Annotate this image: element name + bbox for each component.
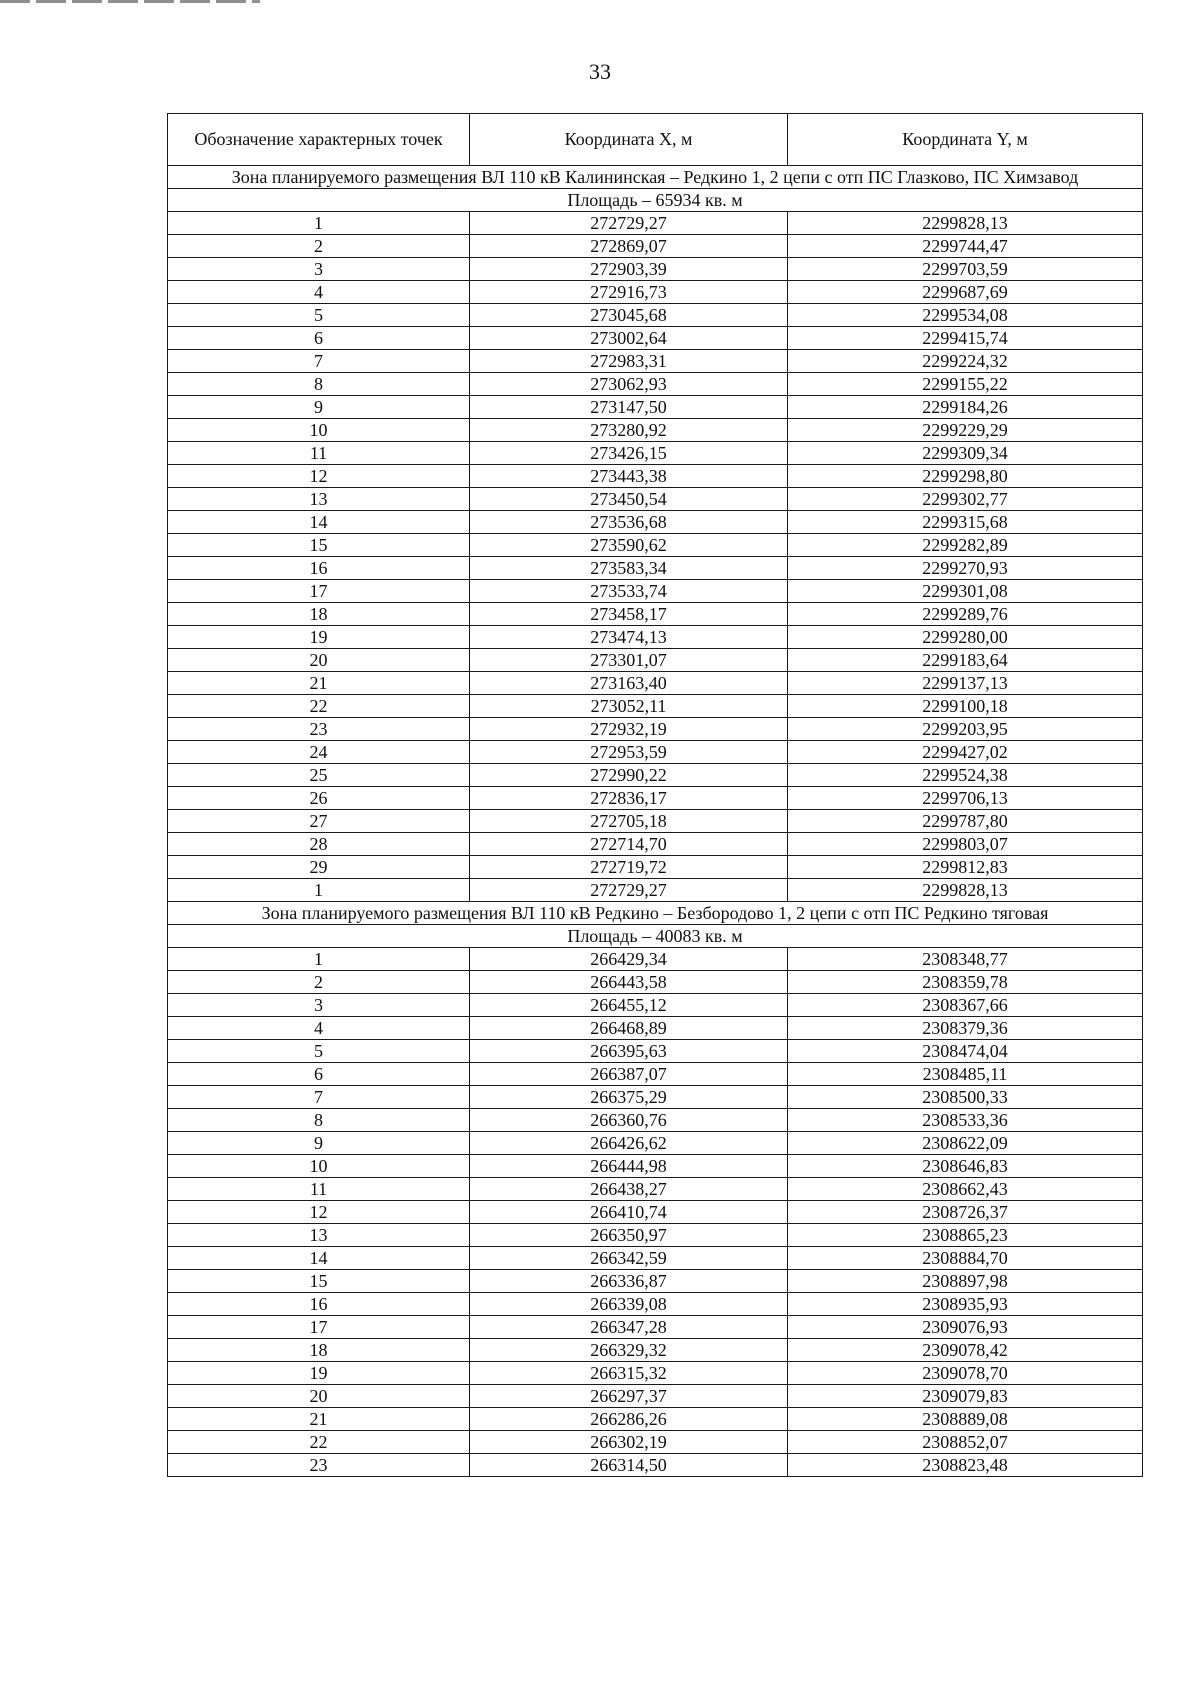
coordinate-y-cell: 2299155,22 <box>788 373 1143 396</box>
point-number-cell: 23 <box>168 1454 470 1477</box>
coordinate-y-cell: 2308884,70 <box>788 1247 1143 1270</box>
coordinate-y-cell: 2309079,83 <box>788 1385 1143 1408</box>
point-number-cell: 20 <box>168 1385 470 1408</box>
table-row <box>168 442 1143 465</box>
zone-title: Зона планируемого размещения ВЛ 110 кВ Редкино – Безбородово 1, 2 цепи с отп ПС Редкино тяговая <box>168 902 1143 925</box>
point-number-cell: 5 <box>168 304 470 327</box>
coordinate-y-cell: 2308935,93 <box>788 1293 1143 1316</box>
table-row <box>168 1385 1143 1408</box>
coordinate-y-cell: 2309078,70 <box>788 1362 1143 1385</box>
scan-edge-artifact <box>0 0 260 3</box>
coordinate-x-cell: 273052,11 <box>470 695 788 718</box>
point-number-cell: 3 <box>168 258 470 281</box>
coordinate-y-cell: 2299828,13 <box>788 879 1143 902</box>
table-row <box>168 1040 1143 1063</box>
coordinate-x-cell: 273280,92 <box>470 419 788 442</box>
point-number-cell: 13 <box>168 488 470 511</box>
point-number-cell: 1 <box>168 948 470 971</box>
point-number-cell: 18 <box>168 603 470 626</box>
point-number-cell: 16 <box>168 557 470 580</box>
coordinate-x-cell: 273583,34 <box>470 557 788 580</box>
coordinate-y-cell: 2308500,33 <box>788 1086 1143 1109</box>
table-row <box>168 235 1143 258</box>
coordinate-y-cell: 2299427,02 <box>788 741 1143 764</box>
point-number-cell: 17 <box>168 580 470 603</box>
zone-title-row <box>168 166 1143 189</box>
header-coordinate-y: Координата Y, м <box>788 114 1143 166</box>
table-row <box>168 1086 1143 1109</box>
coordinate-x-cell: 266443,58 <box>470 971 788 994</box>
coordinate-x-cell: 273474,13 <box>470 626 788 649</box>
coordinate-y-cell: 2299534,08 <box>788 304 1143 327</box>
table-row <box>168 1155 1143 1178</box>
table-row <box>168 465 1143 488</box>
table-row <box>168 1201 1143 1224</box>
coordinate-y-cell: 2299280,00 <box>788 626 1143 649</box>
point-number-cell: 14 <box>168 1247 470 1270</box>
zone-title: Зона планируемого размещения ВЛ 110 кВ Калининская – Редкино 1, 2 цепи с отп ПС Глазково, ПС Химзавод <box>168 166 1143 189</box>
coordinate-y-cell: 2299415,74 <box>788 327 1143 350</box>
coordinate-y-cell: 2299183,64 <box>788 649 1143 672</box>
coordinate-y-cell: 2299744,47 <box>788 235 1143 258</box>
point-number-cell: 13 <box>168 1224 470 1247</box>
coordinate-x-cell: 273002,64 <box>470 327 788 350</box>
point-number-cell: 8 <box>168 1109 470 1132</box>
table-row <box>168 212 1143 235</box>
header-coordinate-x: Координата X, м <box>470 114 788 166</box>
coordinate-y-cell: 2308359,78 <box>788 971 1143 994</box>
table-row <box>168 1431 1143 1454</box>
coordinate-x-cell: 273301,07 <box>470 649 788 672</box>
table-row <box>168 1408 1143 1431</box>
coordinate-x-cell: 272869,07 <box>470 235 788 258</box>
coordinate-x-cell: 272932,19 <box>470 718 788 741</box>
point-number-cell: 4 <box>168 1017 470 1040</box>
table-row <box>168 304 1143 327</box>
header-point-designation: Обозначение характерных точек <box>168 114 470 166</box>
coordinate-x-cell: 266438,27 <box>470 1178 788 1201</box>
point-number-cell: 16 <box>168 1293 470 1316</box>
coordinate-x-cell: 266329,32 <box>470 1339 788 1362</box>
coordinate-y-cell: 2299137,13 <box>788 672 1143 695</box>
table-row <box>168 695 1143 718</box>
coordinate-y-cell: 2299100,18 <box>788 695 1143 718</box>
coordinate-y-cell: 2308533,36 <box>788 1109 1143 1132</box>
coordinate-x-cell: 266387,07 <box>470 1063 788 1086</box>
coordinate-x-cell: 266342,59 <box>470 1247 788 1270</box>
coordinate-y-cell: 2299224,32 <box>788 350 1143 373</box>
coordinate-y-cell: 2299706,13 <box>788 787 1143 810</box>
point-number-cell: 23 <box>168 718 470 741</box>
table-row <box>168 396 1143 419</box>
table-row <box>168 281 1143 304</box>
coordinate-x-cell: 273458,17 <box>470 603 788 626</box>
point-number-cell: 12 <box>168 1201 470 1224</box>
coordinate-y-cell: 2308889,08 <box>788 1408 1143 1431</box>
coordinate-x-cell: 272729,27 <box>470 879 788 902</box>
point-number-cell: 2 <box>168 971 470 994</box>
point-number-cell: 20 <box>168 649 470 672</box>
coordinate-y-cell: 2308485,11 <box>788 1063 1143 1086</box>
point-number-cell: 21 <box>168 1408 470 1431</box>
table-row <box>168 833 1143 856</box>
coordinate-x-cell: 266336,87 <box>470 1270 788 1293</box>
point-number-cell: 5 <box>168 1040 470 1063</box>
point-number-cell: 27 <box>168 810 470 833</box>
table-row <box>168 1247 1143 1270</box>
coordinate-y-cell: 2308646,83 <box>788 1155 1143 1178</box>
table-row <box>168 856 1143 879</box>
table-row <box>168 373 1143 396</box>
table-row <box>168 741 1143 764</box>
table-row <box>168 994 1143 1017</box>
coordinate-y-cell: 2308474,04 <box>788 1040 1143 1063</box>
coordinate-x-cell: 266314,50 <box>470 1454 788 1477</box>
coordinate-y-cell: 2299828,13 <box>788 212 1143 235</box>
point-number-cell: 24 <box>168 741 470 764</box>
table-row <box>168 879 1143 902</box>
coordinate-x-cell: 273443,38 <box>470 465 788 488</box>
coordinate-x-cell: 266339,08 <box>470 1293 788 1316</box>
point-number-cell: 19 <box>168 626 470 649</box>
coordinate-x-cell: 266395,63 <box>470 1040 788 1063</box>
coordinate-x-cell: 272719,72 <box>470 856 788 879</box>
point-number-cell: 14 <box>168 511 470 534</box>
table-row <box>168 626 1143 649</box>
coordinate-x-cell: 272714,70 <box>470 833 788 856</box>
table-row <box>168 534 1143 557</box>
coordinate-x-cell: 273533,74 <box>470 580 788 603</box>
point-number-cell: 6 <box>168 1063 470 1086</box>
coordinate-y-cell: 2299803,07 <box>788 833 1143 856</box>
table-row <box>168 1293 1143 1316</box>
coordinate-x-cell: 273590,62 <box>470 534 788 557</box>
point-number-cell: 11 <box>168 1178 470 1201</box>
point-number-cell: 21 <box>168 672 470 695</box>
coordinate-y-cell: 2299184,26 <box>788 396 1143 419</box>
coordinate-x-cell: 272983,31 <box>470 350 788 373</box>
table-row <box>168 1316 1143 1339</box>
point-number-cell: 6 <box>168 327 470 350</box>
point-number-cell: 2 <box>168 235 470 258</box>
coordinate-x-cell: 273536,68 <box>470 511 788 534</box>
point-number-cell: 26 <box>168 787 470 810</box>
table-row <box>168 1339 1143 1362</box>
zone-area-row <box>168 189 1143 212</box>
point-number-cell: 1 <box>168 879 470 902</box>
coordinate-x-cell: 273147,50 <box>470 396 788 419</box>
point-number-cell: 15 <box>168 1270 470 1293</box>
table-row <box>168 764 1143 787</box>
coordinate-y-cell: 2299302,77 <box>788 488 1143 511</box>
table-row <box>168 948 1143 971</box>
zone-area: Площадь – 65934 кв. м <box>168 189 1143 212</box>
point-number-cell: 4 <box>168 281 470 304</box>
page-number: 33 <box>589 59 611 84</box>
point-number-cell: 25 <box>168 764 470 787</box>
table-row <box>168 1132 1143 1155</box>
coordinate-x-cell: 272729,27 <box>470 212 788 235</box>
table-row <box>168 810 1143 833</box>
point-number-cell: 17 <box>168 1316 470 1339</box>
coordinate-y-cell: 2309078,42 <box>788 1339 1143 1362</box>
coordinate-y-cell: 2299309,34 <box>788 442 1143 465</box>
point-number-cell: 28 <box>168 833 470 856</box>
coordinate-x-cell: 273163,40 <box>470 672 788 695</box>
coordinate-y-cell: 2308897,98 <box>788 1270 1143 1293</box>
table-row <box>168 718 1143 741</box>
table-row <box>168 1178 1143 1201</box>
point-number-cell: 7 <box>168 350 470 373</box>
coordinate-x-cell: 266429,34 <box>470 948 788 971</box>
point-number-cell: 8 <box>168 373 470 396</box>
coordinate-x-cell: 272836,17 <box>470 787 788 810</box>
table-row <box>168 1063 1143 1086</box>
point-number-cell: 9 <box>168 396 470 419</box>
coordinate-x-cell: 266315,32 <box>470 1362 788 1385</box>
table-row <box>168 603 1143 626</box>
coordinate-x-cell: 266455,12 <box>470 994 788 1017</box>
coordinate-y-cell: 2299298,80 <box>788 465 1143 488</box>
table-row <box>168 1270 1143 1293</box>
coordinate-y-cell: 2308367,66 <box>788 994 1143 1017</box>
coordinate-x-cell: 273426,15 <box>470 442 788 465</box>
table-row <box>168 1454 1143 1477</box>
table-row <box>168 672 1143 695</box>
coordinate-x-cell: 272953,59 <box>470 741 788 764</box>
table-row <box>168 1109 1143 1132</box>
table-header-row <box>168 114 1143 166</box>
coordinate-x-cell: 272705,18 <box>470 810 788 833</box>
table-row <box>168 1017 1143 1040</box>
coordinate-y-cell: 2299687,69 <box>788 281 1143 304</box>
point-number-cell: 10 <box>168 1155 470 1178</box>
coordinate-y-cell: 2299301,08 <box>788 580 1143 603</box>
coordinate-x-cell: 273450,54 <box>470 488 788 511</box>
table-row <box>168 971 1143 994</box>
coordinate-x-cell: 266444,98 <box>470 1155 788 1178</box>
table-row <box>168 258 1143 281</box>
coordinate-y-cell: 2309076,93 <box>788 1316 1143 1339</box>
zone-area-row <box>168 925 1143 948</box>
table-row <box>168 1362 1143 1385</box>
coordinate-y-cell: 2299203,95 <box>788 718 1143 741</box>
coordinate-y-cell: 2299787,80 <box>788 810 1143 833</box>
coordinate-y-cell: 2308865,23 <box>788 1224 1143 1247</box>
coordinate-x-cell: 266297,37 <box>470 1385 788 1408</box>
table-row <box>168 511 1143 534</box>
coordinate-x-cell: 272916,73 <box>470 281 788 304</box>
point-number-cell: 11 <box>168 442 470 465</box>
coordinate-y-cell: 2308662,43 <box>788 1178 1143 1201</box>
table-row <box>168 1224 1143 1247</box>
coordinate-y-cell: 2299270,93 <box>788 557 1143 580</box>
table-row <box>168 488 1143 511</box>
point-number-cell: 9 <box>168 1132 470 1155</box>
point-number-cell: 3 <box>168 994 470 1017</box>
coordinate-x-cell: 266350,97 <box>470 1224 788 1247</box>
coordinate-x-cell: 266302,19 <box>470 1431 788 1454</box>
coordinate-x-cell: 273062,93 <box>470 373 788 396</box>
point-number-cell: 22 <box>168 695 470 718</box>
coordinate-x-cell: 266375,29 <box>470 1086 788 1109</box>
point-number-cell: 1 <box>168 212 470 235</box>
zone-area: Площадь – 40083 кв. м <box>168 925 1143 948</box>
point-number-cell: 10 <box>168 419 470 442</box>
coordinate-x-cell: 266347,28 <box>470 1316 788 1339</box>
coordinate-y-cell: 2308622,09 <box>788 1132 1143 1155</box>
table-row <box>168 419 1143 442</box>
coordinate-y-cell: 2299282,89 <box>788 534 1143 557</box>
coordinate-y-cell: 2299812,83 <box>788 856 1143 879</box>
coordinates-table <box>167 113 1143 1477</box>
point-number-cell: 12 <box>168 465 470 488</box>
coordinate-y-cell: 2308726,37 <box>788 1201 1143 1224</box>
zone-title-row <box>168 902 1143 925</box>
point-number-cell: 29 <box>168 856 470 879</box>
point-number-cell: 15 <box>168 534 470 557</box>
table-body <box>168 166 1143 1477</box>
point-number-cell: 7 <box>168 1086 470 1109</box>
coordinate-x-cell: 266410,74 <box>470 1201 788 1224</box>
coordinate-y-cell: 2299703,59 <box>788 258 1143 281</box>
coordinate-x-cell: 272903,39 <box>470 258 788 281</box>
coordinate-y-cell: 2299315,68 <box>788 511 1143 534</box>
coordinate-x-cell: 266360,76 <box>470 1109 788 1132</box>
point-number-cell: 19 <box>168 1362 470 1385</box>
coordinate-x-cell: 266468,89 <box>470 1017 788 1040</box>
point-number-cell: 18 <box>168 1339 470 1362</box>
coordinate-y-cell: 2299229,29 <box>788 419 1143 442</box>
table-row <box>168 649 1143 672</box>
coordinate-y-cell: 2308348,77 <box>788 948 1143 971</box>
table-row <box>168 787 1143 810</box>
coordinate-x-cell: 266426,62 <box>470 1132 788 1155</box>
coordinate-y-cell: 2308852,07 <box>788 1431 1143 1454</box>
coordinate-y-cell: 2299524,38 <box>788 764 1143 787</box>
coordinate-x-cell: 266286,26 <box>470 1408 788 1431</box>
coordinate-y-cell: 2308379,36 <box>788 1017 1143 1040</box>
coordinate-y-cell: 2308823,48 <box>788 1454 1143 1477</box>
table-row <box>168 327 1143 350</box>
table-row <box>168 580 1143 603</box>
table-row <box>168 350 1143 373</box>
coordinate-y-cell: 2299289,76 <box>788 603 1143 626</box>
coordinate-x-cell: 273045,68 <box>470 304 788 327</box>
coordinate-x-cell: 272990,22 <box>470 764 788 787</box>
table-row <box>168 557 1143 580</box>
point-number-cell: 22 <box>168 1431 470 1454</box>
